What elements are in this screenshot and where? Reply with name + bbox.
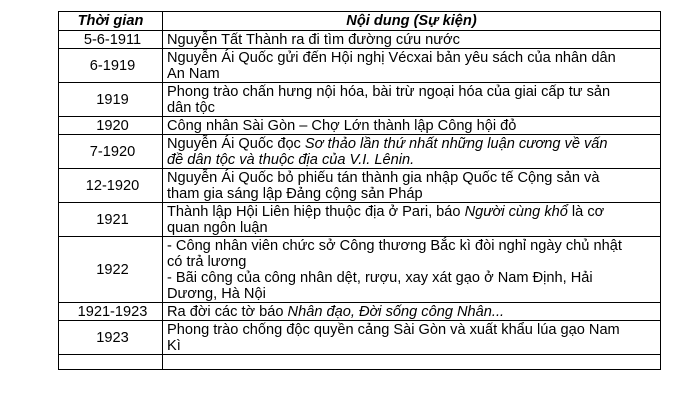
content-line: Nguyễn Ái Quốc gửi đến Hội nghị Vécxai bản yêu sách của nhân dân bbox=[167, 49, 616, 66]
header-date: Thời gian bbox=[59, 12, 163, 31]
header-content: Nội dung (Sự kiện) bbox=[163, 12, 661, 31]
text-plain: Ra đời các tờ báo bbox=[167, 303, 288, 320]
row-content bbox=[163, 49, 661, 83]
text-plain: là cơ bbox=[567, 203, 605, 220]
table-row bbox=[59, 117, 661, 135]
table-row bbox=[59, 237, 661, 303]
row-content bbox=[163, 83, 661, 117]
row-date: 7-1920 bbox=[59, 135, 163, 169]
content-line: có trả lương bbox=[167, 253, 247, 270]
table-header-row bbox=[59, 12, 661, 31]
content-line bbox=[167, 304, 660, 320]
content-line: Kì bbox=[167, 337, 181, 354]
content-line bbox=[167, 136, 660, 152]
content-line: đề dân tộc và thuộc địa của V.I. Lênin. bbox=[167, 151, 415, 168]
text-italic: Sơ thảo lần thứ nhất những luận cương về vấn bbox=[304, 135, 608, 152]
row-content bbox=[163, 303, 661, 321]
table-row bbox=[59, 83, 661, 117]
row-date: 1921-1923 bbox=[59, 303, 163, 321]
table-row bbox=[59, 203, 661, 237]
content-line: Dương, Hà Nội bbox=[167, 285, 266, 302]
row-content bbox=[163, 355, 661, 370]
row-content bbox=[163, 321, 661, 355]
text-italic: Nhân đạo, Đời sống công Nhân... bbox=[287, 303, 505, 320]
row-content bbox=[163, 117, 661, 135]
content-line: Nguyễn Ái Quốc bỏ phiếu tán thành gia nhập Quốc tế Cộng sản và bbox=[167, 169, 600, 186]
content-line: Nguyễn Tất Thành ra đi tìm đường cứu nước bbox=[167, 31, 460, 48]
row-date: 1920 bbox=[59, 117, 163, 135]
content-line bbox=[167, 204, 660, 220]
table-row bbox=[59, 49, 661, 83]
table-row-partial bbox=[59, 355, 661, 370]
content-line: An Nam bbox=[167, 65, 220, 82]
row-date: 6-1919 bbox=[59, 49, 163, 83]
content-line: tham gia sáng lập Đảng cộng sản Pháp bbox=[167, 185, 423, 202]
text-plain: Nguyễn Ái Quốc đọc bbox=[167, 135, 305, 152]
row-date: 1923 bbox=[59, 321, 163, 355]
content-line: - Bãi công của công nhân dệt, rượu, xay xát gạo ở Nam Định, Hải bbox=[167, 269, 593, 286]
row-date: 12-1920 bbox=[59, 169, 163, 203]
row-content bbox=[163, 237, 661, 303]
row-content bbox=[163, 169, 661, 203]
row-date: 1919 bbox=[59, 83, 163, 117]
table-row bbox=[59, 321, 661, 355]
row-date: 5-6-1911 bbox=[59, 31, 163, 49]
row-content bbox=[163, 135, 661, 169]
table-row bbox=[59, 169, 661, 203]
text-plain: Thành lập Hội Liên hiệp thuộc địa ở Pari, báo bbox=[167, 203, 465, 220]
table-row bbox=[59, 303, 661, 321]
content-line: dân tộc bbox=[167, 99, 215, 116]
content-line: Phong trào chấn hưng nội hóa, bài trừ ngoại hóa của giai cấp tư sản bbox=[167, 83, 611, 100]
row-date: 1922 bbox=[59, 237, 163, 303]
table-row bbox=[59, 135, 661, 169]
content-line: - Công nhân viên chức sở Công thương Bắc kì đòi nghỉ ngày chủ nhật bbox=[167, 237, 622, 254]
content-line: Công nhân Sài Gòn – Chợ Lớn thành lập Công hội đỏ bbox=[167, 117, 517, 134]
table-row bbox=[59, 31, 661, 49]
row-date: 1921 bbox=[59, 203, 163, 237]
row-content bbox=[163, 203, 661, 237]
content-line: Phong trào chống độc quyền cảng Sài Gòn và xuất khẩu lúa gạo Nam bbox=[167, 321, 620, 338]
row-content bbox=[163, 31, 661, 49]
row-date bbox=[59, 355, 163, 370]
content-line: quan ngôn luận bbox=[167, 219, 268, 236]
events-table bbox=[58, 11, 661, 370]
text-italic: Người cùng khổ bbox=[464, 203, 568, 220]
